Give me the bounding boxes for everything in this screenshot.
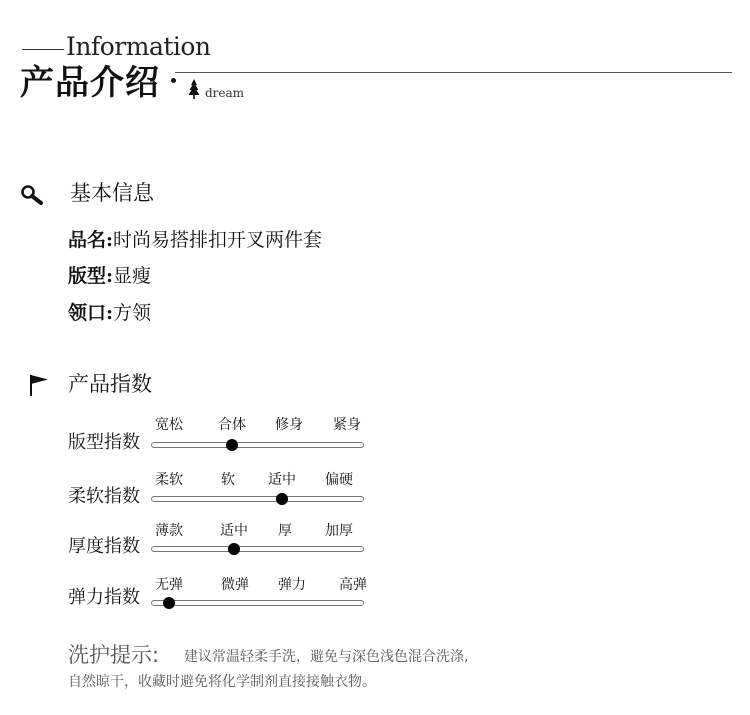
index-option: 微弹: [221, 577, 249, 593]
wash-tips-line2: 自然晾干，收藏时避免将化学制剂直接接触衣物。: [68, 674, 376, 690]
info-value: 显瘦: [113, 265, 152, 287]
info-row-collar: [68, 298, 151, 328]
index-label: 柔软指数: [68, 486, 140, 507]
flag-icon: [28, 373, 50, 397]
info-value: 时尚易搭排扣开叉两件套: [113, 229, 323, 251]
index-option: 适中: [220, 523, 248, 539]
header-left-line: [22, 49, 64, 50]
index-option: 合体: [218, 417, 246, 433]
index-option: 宽松: [155, 417, 183, 433]
index-option: 薄款: [155, 523, 183, 539]
product-index-title: 产品指数: [68, 372, 152, 396]
index-track: [151, 546, 364, 552]
index-option: 柔软: [155, 472, 183, 488]
index-option: 偏硬: [325, 472, 353, 488]
index-label: 弹力指数: [68, 587, 140, 608]
info-value: 方领: [113, 302, 152, 324]
index-knob: [276, 493, 288, 505]
tree-icon: [188, 78, 200, 100]
index-knob: [226, 439, 238, 451]
header-dot: [171, 78, 176, 83]
index-option: 软: [221, 472, 235, 488]
info-label: 品名:: [68, 229, 114, 251]
wash-tips-title: 洗护提示:: [68, 643, 160, 667]
index-option: 加厚: [325, 523, 353, 539]
index-option: 修身: [275, 417, 303, 433]
index-label: 厚度指数: [68, 536, 140, 557]
index-track: [151, 496, 364, 502]
index-track: [151, 442, 364, 448]
wash-tips-line1: 建议常温轻柔手洗，避免与深色浅色混合洗涤,: [184, 649, 469, 665]
header-dream-text: dream: [205, 86, 245, 100]
index-option: 高弹: [339, 577, 367, 593]
basic-info-title: 基本信息: [70, 181, 154, 205]
header-title-en: Information: [66, 32, 211, 61]
search-icon: [20, 184, 44, 208]
header-title-cn: 产品介绍: [20, 63, 160, 103]
index-option: 紧身: [333, 417, 361, 433]
index-label: 版型指数: [68, 432, 140, 453]
index-knob: [163, 597, 175, 609]
index-track: [151, 600, 364, 606]
info-label: 版型:: [68, 265, 114, 287]
index-knob: [228, 543, 240, 555]
index-option: 适中: [268, 472, 296, 488]
index-option: 无弹: [155, 577, 183, 593]
header-rule: [175, 72, 732, 73]
index-option: 弹力: [278, 577, 306, 593]
info-row-fit: [68, 261, 151, 291]
index-option: 厚: [278, 523, 292, 539]
info-label: 领口:: [68, 302, 114, 324]
info-row-name: [68, 225, 322, 255]
